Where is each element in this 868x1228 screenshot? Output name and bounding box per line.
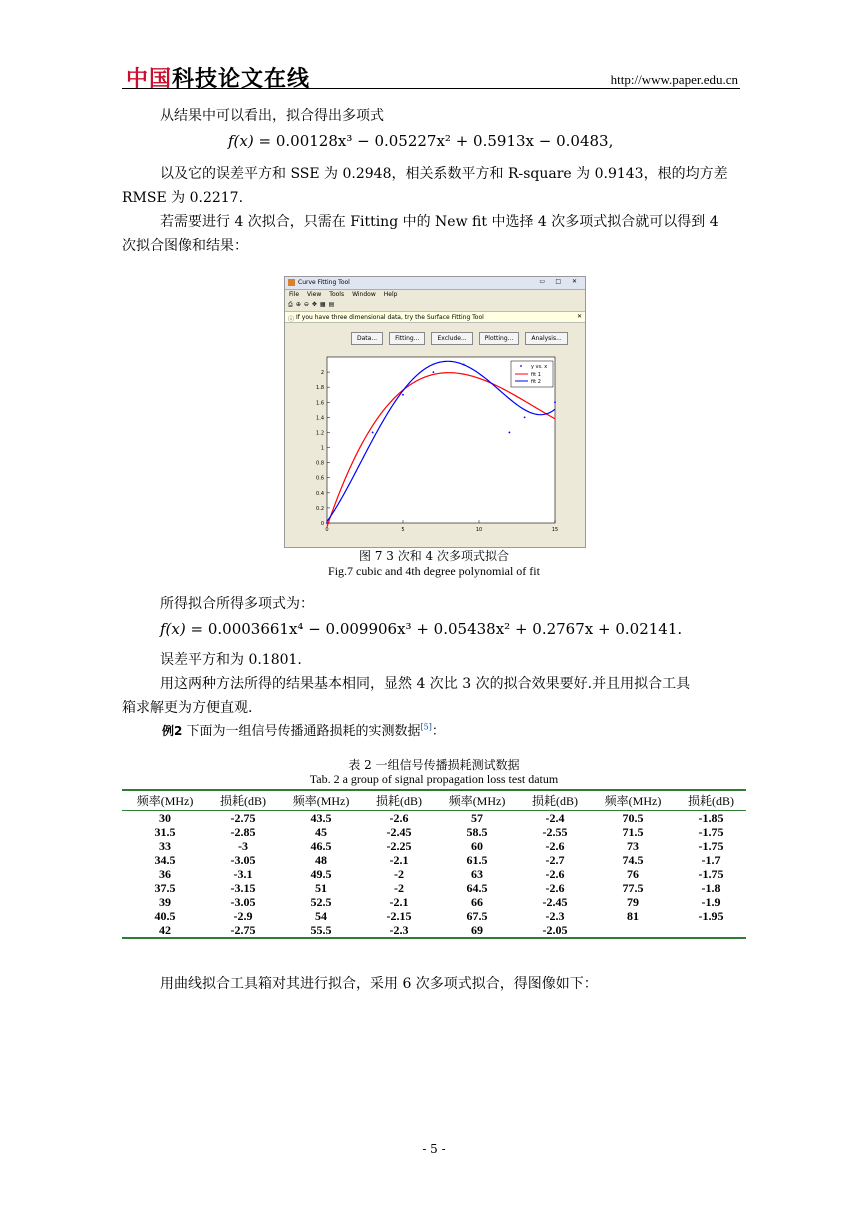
table-cell: -1.7 xyxy=(701,853,721,867)
table-cell: -3.05 xyxy=(230,895,256,909)
table-row xyxy=(122,811,746,826)
table-cell: 58.5 xyxy=(466,825,488,839)
table-row xyxy=(122,853,746,867)
table-cell: 40.5 xyxy=(154,909,176,923)
y-tick-label: 1.4 xyxy=(316,415,324,422)
para-6: 用这两种方法所得的结果基本相同，显然 4 次比 3 次的拟合效果要好.并且用拟合工具 xyxy=(160,676,691,692)
y-tick-label: 0.4 xyxy=(316,490,324,497)
pan-icon[interactable]: ✥ xyxy=(311,301,317,308)
table-cell: 67.5 xyxy=(466,909,488,923)
table-cell: -2.6 xyxy=(389,811,409,825)
table-cell: 64.5 xyxy=(466,881,488,895)
table-cell xyxy=(676,923,746,938)
table-cell: -2 xyxy=(394,867,405,881)
header-rule xyxy=(122,88,740,89)
table-cell: 55.5 xyxy=(278,923,364,938)
legend-label-data: y vs. x xyxy=(531,364,548,370)
table-cell: 33 xyxy=(159,839,172,853)
info-icon: ⓘ xyxy=(288,316,295,323)
table-cell: 31.5 xyxy=(154,825,176,839)
table-cell: 66 xyxy=(471,895,484,909)
table-cell: 61.5 xyxy=(466,853,488,867)
table-cell: 81 xyxy=(627,909,639,923)
table-cell: 46.5 xyxy=(310,839,332,853)
y-tick-label: 0.8 xyxy=(316,460,324,467)
data-point xyxy=(524,416,526,418)
page-number: - 5 - xyxy=(422,1142,446,1156)
table-cell: 71.5 xyxy=(622,825,644,839)
table-cell: -2.75 xyxy=(230,811,256,825)
x-tick-label: 0 xyxy=(325,527,329,533)
equation-2: f(x) = 0.0003661x⁴ − 0.009906x³ + 0.05438x² + 0.2767x + 0.02141. xyxy=(160,620,683,638)
x-tick-label: 15 xyxy=(551,527,559,533)
table-cell: -2.85 xyxy=(230,825,256,839)
table-cell: 36 xyxy=(159,867,172,881)
table-cell: 52.5 xyxy=(310,895,332,909)
data-point xyxy=(326,522,328,524)
x-tick-label: 5 xyxy=(401,527,405,533)
data-point xyxy=(463,364,465,366)
table-cell: 79 xyxy=(627,895,639,909)
header-url[interactable]: http://www.paper.edu.cn xyxy=(610,72,738,87)
table-cell: -2.25 xyxy=(386,839,412,853)
table-cell: 73 xyxy=(627,839,639,853)
table-cell xyxy=(590,923,676,938)
legend-marker-data xyxy=(520,365,522,367)
menu-help[interactable]: Help xyxy=(383,291,398,298)
table-cell: -1.85 xyxy=(698,811,724,825)
print-icon[interactable]: ⎙ xyxy=(288,301,293,308)
table-cell: 74.5 xyxy=(622,853,644,867)
menu-file[interactable]: File xyxy=(289,291,300,298)
para-5: 误差平方和为 0.1801. xyxy=(160,652,302,668)
table-header-cell: 频率(MHz) xyxy=(278,790,364,811)
table-cell: -2.15 xyxy=(386,909,412,923)
plotting-button[interactable]: Plotting... xyxy=(479,332,520,345)
example-2: 例2 下面为一组信号传播通路损耗的实测数据[5]： xyxy=(162,722,445,739)
citation-ref[interactable]: [5] xyxy=(420,722,432,732)
y-tick-label: 1 xyxy=(320,445,324,452)
table-cell: -3.15 xyxy=(230,881,256,895)
minimize-icon[interactable]: ▭ xyxy=(539,278,545,285)
table-cell: 69 xyxy=(434,923,520,938)
table-row xyxy=(122,839,746,853)
table-cell: 57 xyxy=(471,811,484,825)
table-cell: -2.05 xyxy=(520,923,590,938)
table-cell: -2.7 xyxy=(545,853,565,867)
table-cell: 77.5 xyxy=(622,881,644,895)
data-button[interactable]: Data... xyxy=(351,332,383,345)
equation-1: f(x) = 0.00128x³ − 0.05227x² + 0.5913x − 0.0483, xyxy=(228,132,614,150)
para-7: 用曲线拟合工具箱对其进行拟合，采用 6 次多项式拟合，得图像如下： xyxy=(160,976,598,992)
button-row xyxy=(351,332,568,345)
table-cell: -1.75 xyxy=(698,839,724,853)
para-2: 以及它的误差平方和 SSE 为 0.2948，相关系数平方和 R-square 为 0.9143，根的均方差 xyxy=(160,166,728,182)
close-icon[interactable]: ✕ xyxy=(571,278,577,285)
table-cell: -2.1 xyxy=(389,895,409,909)
curve-fitting-tool-window xyxy=(284,276,586,548)
figure-caption-en: Fig.7 cubic and 4th degree polynomial of fit xyxy=(328,564,540,578)
legend-label-fit1: fit 1 xyxy=(531,372,541,378)
y-tick-label: 1.8 xyxy=(316,385,324,392)
y-tick-label: 1.6 xyxy=(316,400,324,407)
y-tick-label: 0.6 xyxy=(316,475,324,482)
analysis-button[interactable]: Analysis... xyxy=(525,332,567,345)
fitting-button[interactable]: Fitting... xyxy=(389,332,425,345)
table-cell: 43.5 xyxy=(310,811,332,825)
data-point xyxy=(372,432,374,434)
table-cell: -3 xyxy=(238,839,249,853)
plot-legend xyxy=(511,361,553,387)
table-cell: 60 xyxy=(471,839,484,853)
para-3: 若需要进行 4 次拟合，只需在 Fitting 中的 New fit 中选择 4 次多项式拟合就可以得到 4 xyxy=(160,214,719,230)
table-cell: 30 xyxy=(159,811,172,825)
table-cell: -3.1 xyxy=(233,867,253,881)
table-cell: -2.75 xyxy=(208,923,278,938)
table-cell: -1.75 xyxy=(698,867,724,881)
table-row xyxy=(122,867,746,881)
table-cell: -2.9 xyxy=(233,909,253,923)
table-header-cell: 频率(MHz) xyxy=(590,790,676,811)
title-bar xyxy=(285,277,585,290)
table-row xyxy=(122,881,746,895)
site-logo: 中国科技论文在线 xyxy=(126,67,311,92)
table-row xyxy=(122,923,746,938)
table-cell: -1.9 xyxy=(701,895,721,909)
data-point xyxy=(554,401,556,403)
table-caption-en: Tab. 2 a group of signal propagation loss test datum xyxy=(309,772,559,786)
para-1: 从结果中可以看出，拟合得出多项式 xyxy=(160,108,384,124)
table-cell: 54 xyxy=(315,909,328,923)
table-cell: 48 xyxy=(315,853,328,867)
table-cell: -3.05 xyxy=(230,853,256,867)
legend-icon[interactable]: ▤ xyxy=(328,301,335,308)
table-header-cell: 频率(MHz) xyxy=(434,790,520,811)
table-cell: -2.45 xyxy=(386,825,412,839)
para-4: 所得拟合所得多项式为： xyxy=(160,596,314,612)
table-cell: -2.55 xyxy=(542,825,568,839)
table-cell: -2.6 xyxy=(545,839,565,853)
table-cell: -2.45 xyxy=(542,895,568,909)
table-cell: 51 xyxy=(315,881,328,895)
y-tick-label: 0.2 xyxy=(316,505,324,512)
figure-caption-cn: 图 7 3 次和 4 次多项式拟合 xyxy=(359,549,509,563)
maximize-icon[interactable]: □ xyxy=(555,278,561,285)
para-3b: 次拟合图像和结果： xyxy=(122,238,248,254)
table-cell: -2 xyxy=(394,881,405,895)
menu-bar xyxy=(289,291,397,298)
table-cell: 76 xyxy=(627,867,639,881)
exclude-button[interactable]: Exclude... xyxy=(431,332,472,345)
table-cell: 49.5 xyxy=(310,867,332,881)
table-caption-cn: 表 2 一组信号传播损耗测试数据 xyxy=(348,758,520,772)
zoom-out-icon[interactable]: ⊖ xyxy=(303,301,309,308)
y-tick-label: 0 xyxy=(320,521,324,527)
toolbar xyxy=(288,301,334,309)
table-cell: 70.5 xyxy=(622,811,644,825)
x-tick-label: 10 xyxy=(475,527,483,533)
table-row xyxy=(122,825,746,839)
table-cell: -1.75 xyxy=(698,825,724,839)
table-header-row xyxy=(122,790,746,811)
data-point xyxy=(509,432,511,434)
table-header-cell: 损耗(dB) xyxy=(520,790,590,811)
table-row xyxy=(122,895,746,909)
para-6b: 箱求解更为方便直观. xyxy=(122,700,253,716)
table-cell: 45 xyxy=(315,825,328,839)
legend-label-fit2: fit 2 xyxy=(531,379,541,385)
menu-tools[interactable]: Tools xyxy=(329,291,345,298)
info-close-icon[interactable]: ✕ xyxy=(576,313,582,320)
table-cell: -2.3 xyxy=(364,923,434,938)
table-row xyxy=(122,909,746,923)
info-text: If you have three dimensional data, try the Surface Fitting Tool xyxy=(296,314,484,321)
table-cell: 34.5 xyxy=(154,853,176,867)
table-header-cell: 频率(MHz) xyxy=(122,790,208,811)
data-point xyxy=(433,371,435,373)
example-text: 下面为一组信号传播通路损耗的实测数据 xyxy=(186,724,421,739)
grid-icon[interactable]: ▦ xyxy=(319,301,326,308)
table-cell: -2.6 xyxy=(545,881,565,895)
table-cell: -1.8 xyxy=(701,881,721,895)
matlab-icon xyxy=(288,279,295,286)
table-cell: 39 xyxy=(159,895,172,909)
table-header-cell: 损耗(dB) xyxy=(208,790,278,811)
table-cell: -1.95 xyxy=(698,909,724,923)
menu-window[interactable]: Window xyxy=(352,291,376,298)
window-title: Curve Fitting Tool xyxy=(298,279,350,286)
table-header-cell: 损耗(dB) xyxy=(676,790,746,811)
table-header-cell: 损耗(dB) xyxy=(364,790,434,811)
y-tick-label: 1.2 xyxy=(316,430,324,437)
table-cell: 63 xyxy=(471,867,484,881)
table-cell: -2.4 xyxy=(545,811,565,825)
menu-view[interactable]: View xyxy=(307,291,322,298)
table-cell: 37.5 xyxy=(154,881,176,895)
fit-plot xyxy=(285,347,585,547)
data-point xyxy=(402,394,404,396)
example-label: 例2 xyxy=(162,724,183,738)
info-bar xyxy=(285,311,585,323)
signal-loss-table xyxy=(122,789,746,939)
table-cell: -2.1 xyxy=(389,853,409,867)
para-2b: RMSE 为 0.2217. xyxy=(122,190,244,206)
table-cell: 42 xyxy=(122,923,208,938)
y-tick-label: 2 xyxy=(320,370,324,377)
table-cell: -2.3 xyxy=(545,909,565,923)
zoom-in-icon[interactable]: ⊕ xyxy=(295,301,301,308)
table-cell: -2.6 xyxy=(545,867,565,881)
